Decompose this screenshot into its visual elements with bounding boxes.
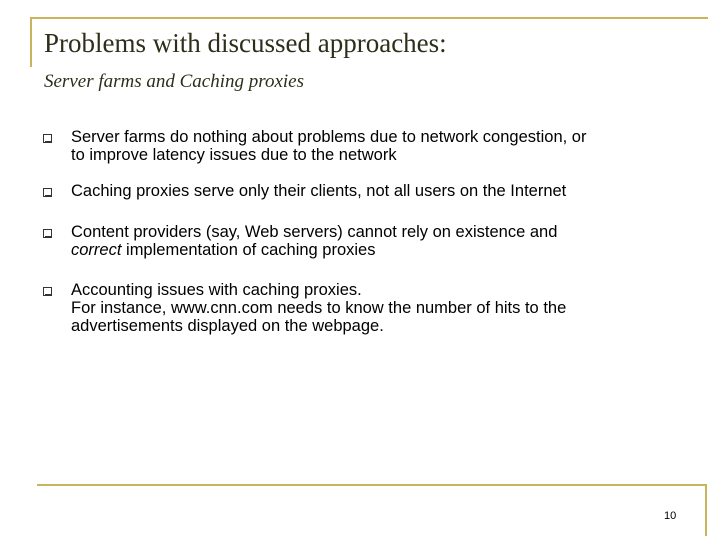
bullet-line: Server farms do nothing about problems due to network congestion, or [71, 128, 587, 146]
slide-title: Problems with discussed approaches: [44, 28, 447, 58]
bullet-item [43, 281, 683, 335]
bullet-item [43, 223, 683, 259]
bullet-item [43, 182, 683, 202]
square-bullet-icon [43, 182, 71, 202]
square-bullet-icon [43, 281, 71, 301]
slide-subtitle: Server farms and Caching proxies [44, 71, 304, 92]
bullet-line-text: implementation of caching proxies [121, 241, 376, 259]
bullet-line [71, 241, 557, 259]
emphasis-word: correct [71, 241, 122, 259]
bullet-line: to improve latency issues due to the network [71, 146, 397, 164]
bullet-text [71, 281, 566, 335]
bullet-line [71, 223, 557, 241]
bullet-list [43, 128, 683, 355]
square-bullet-icon [43, 223, 71, 243]
frame-bottom-line [37, 484, 707, 486]
bullet-item [43, 128, 683, 164]
frame-top-line [30, 17, 708, 19]
page-number: 10 [664, 510, 677, 522]
bullet-line: Accounting issues with caching proxies. [71, 281, 362, 299]
square-bullet-icon [43, 128, 71, 148]
bullet-text [71, 223, 557, 259]
bullet-line: advertisements displayed on the webpage. [71, 317, 384, 335]
bullet-text [71, 182, 566, 200]
bullet-line-text: Content providers (say, Web servers) cannot rely on existence and [71, 223, 558, 241]
bullet-line: For instance, www.cnn.com needs to know the number of hits to the [71, 299, 567, 317]
bullet-line: Caching proxies serve only their clients, not all users on the Internet [71, 182, 567, 200]
bullet-text [71, 128, 586, 164]
frame-right-line [705, 484, 707, 536]
frame-left-line [30, 17, 32, 67]
